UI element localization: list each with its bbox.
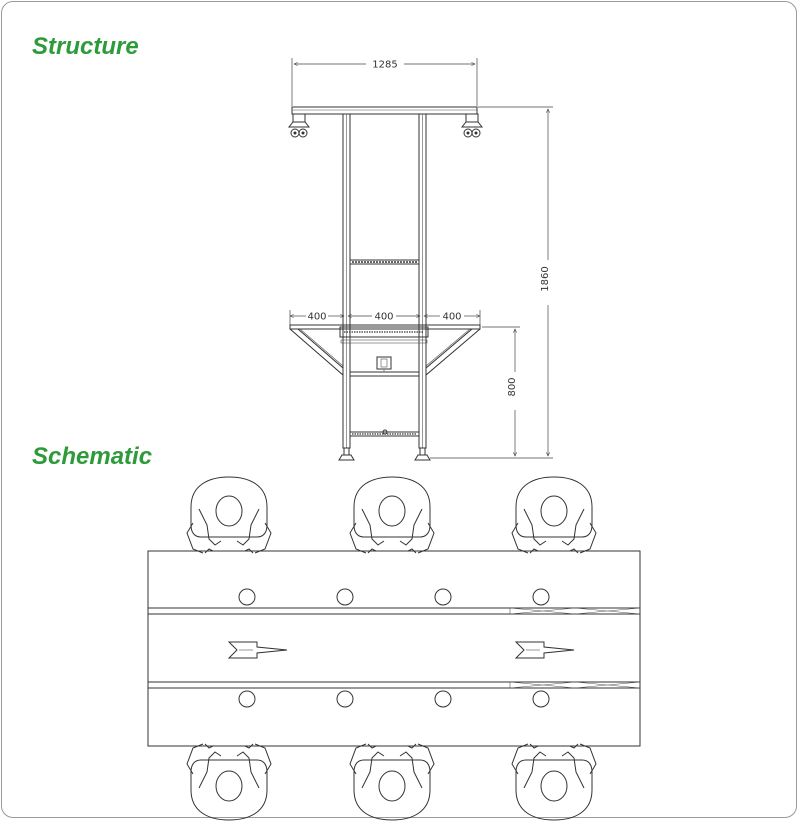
lamp-left-icon	[289, 114, 309, 137]
dim-total-height: 1860	[540, 266, 551, 292]
lower-crossbar	[350, 372, 419, 376]
structure-drawing	[289, 58, 553, 460]
operator-icon	[350, 744, 434, 820]
top-beam	[292, 107, 477, 114]
lamp-right-icon	[462, 114, 482, 137]
station-marker	[239, 589, 255, 605]
structure-heading: Structure	[32, 33, 139, 60]
operator-icon	[512, 744, 596, 820]
station-marker	[533, 589, 549, 605]
mid-crossbar	[350, 260, 419, 264]
dim-top-width: 1285	[372, 59, 398, 71]
support-right	[426, 329, 480, 375]
flow-arrow-icon	[229, 642, 287, 658]
operator-icon	[512, 477, 596, 553]
dim-shelf-center: 400	[374, 311, 394, 323]
station-marker	[337, 691, 353, 707]
dim-shelf-left: 400	[307, 311, 327, 323]
flow-arrow-icon	[516, 642, 574, 658]
station-marker	[533, 691, 549, 707]
operator-icon	[187, 744, 271, 820]
station-marker	[435, 589, 451, 605]
schematic-drawing	[148, 477, 640, 820]
support-left	[290, 329, 343, 375]
schematic-heading: Schematic	[32, 443, 153, 470]
station-marker	[337, 589, 353, 605]
feet	[339, 448, 430, 460]
dim-table-height: 800	[507, 377, 518, 397]
operator-icon	[350, 477, 434, 553]
station-marker	[435, 691, 451, 707]
operator-icon	[187, 477, 271, 553]
dim-shelf-right: 400	[442, 311, 462, 323]
conveyor-table	[148, 551, 640, 746]
station-marker	[239, 691, 255, 707]
